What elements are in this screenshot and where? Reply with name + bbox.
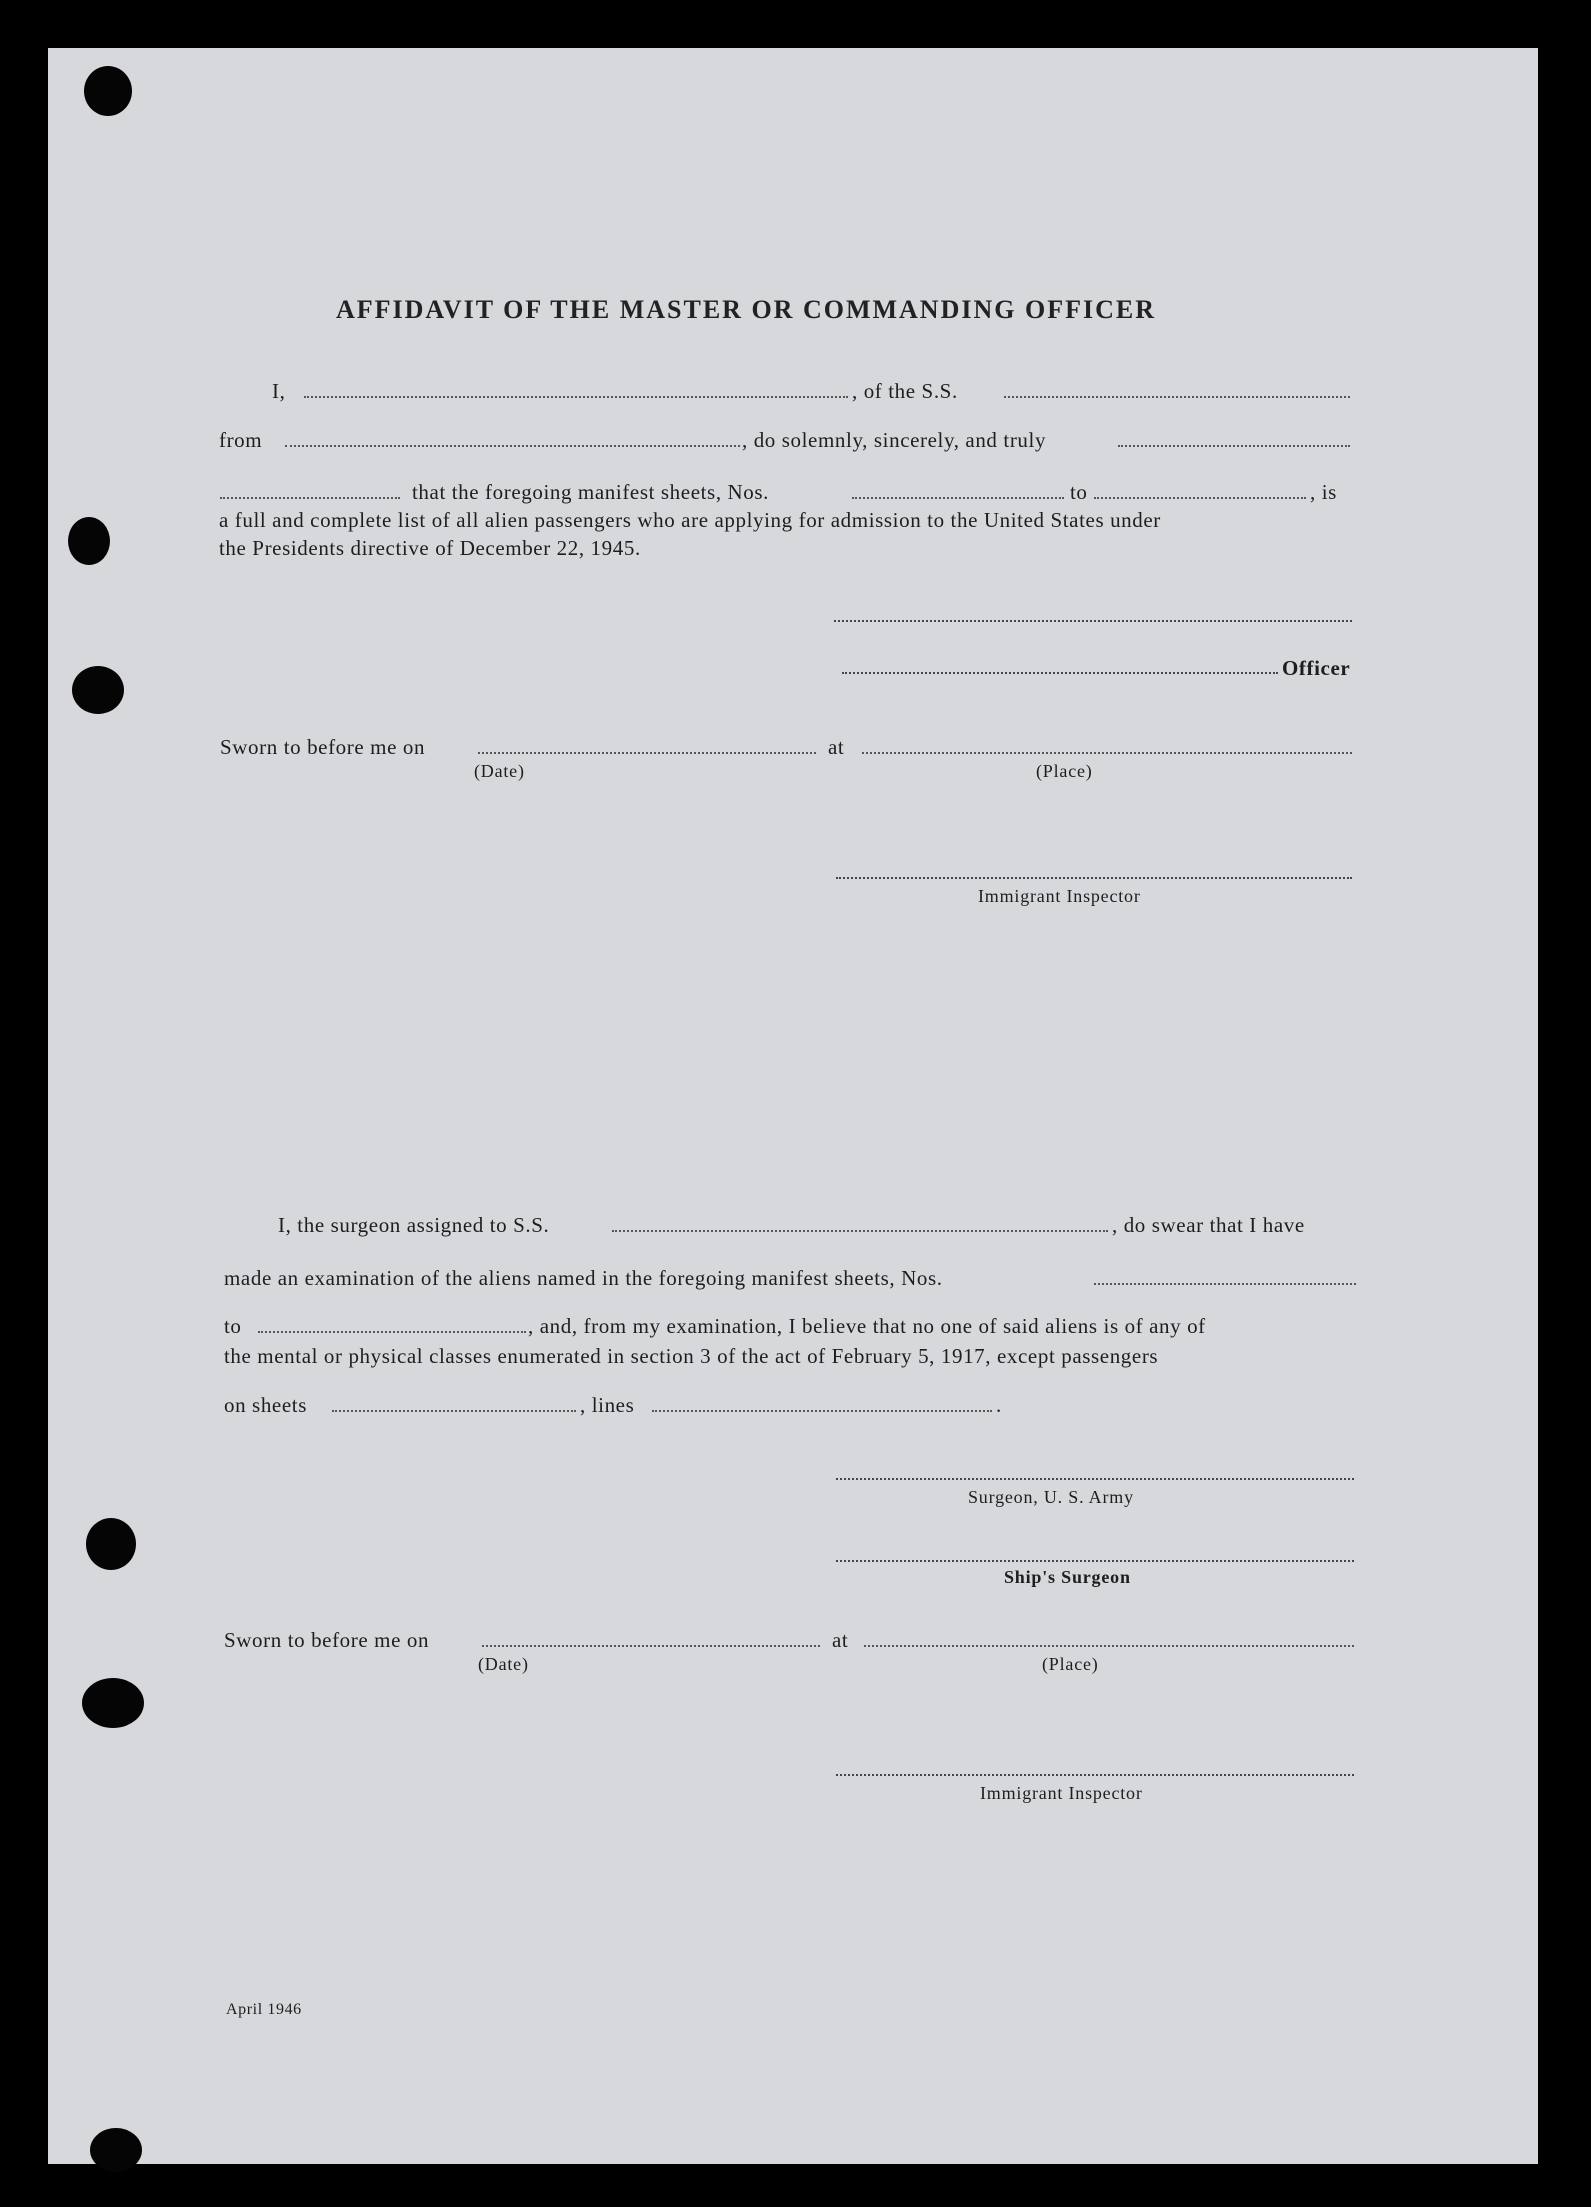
surgeon-to-label: to — [224, 1314, 242, 1338]
form-title: AFFIDAVIT OF THE MASTER OR COMMANDING OFFICER — [336, 295, 1156, 324]
master-oath-field[interactable] — [1118, 445, 1350, 447]
master-sworn-label: Sworn to before me on — [220, 735, 426, 759]
surgeon-sheet-to-field[interactable] — [258, 1331, 526, 1333]
surgeon-classes-line: the mental or physical classes enumerated in section 3 of the act of February 5, 1917, except passengers — [224, 1344, 1159, 1368]
surgeon-except-lines-field[interactable] — [652, 1410, 992, 1412]
surgeon-sworn-place-field[interactable] — [864, 1645, 1354, 1647]
surgeon-sheets-label: on sheets — [224, 1393, 307, 1417]
surgeon-inspector-signature-line[interactable] — [836, 1774, 1354, 1776]
surgeon-swear-label: , do swear that I have — [1112, 1213, 1305, 1237]
master-name-field[interactable] — [304, 396, 848, 398]
officer-label: Officer — [1282, 656, 1351, 680]
master-is-label: , is — [1310, 480, 1337, 504]
army-surgeon-signature-line[interactable] — [836, 1478, 1354, 1480]
master-solemnly-label: , do solemnly, sincerely, and truly — [742, 428, 1047, 452]
form-date-footer: April 1946 — [226, 2001, 302, 2018]
master-oath-word-field[interactable] — [220, 497, 400, 499]
surgeon-sheet-from-field[interactable] — [1094, 1283, 1356, 1285]
master-date-caption: (Date) — [474, 761, 525, 781]
surgeon-belief-line: , and, from my examination, I believe that no one of said aliens is of any of — [528, 1314, 1206, 1338]
surgeon-intro-label: I, the surgeon assigned to S.S. — [278, 1213, 550, 1237]
army-surgeon-label: Surgeon, U. S. Army — [968, 1487, 1134, 1507]
punch-hole — [68, 517, 110, 565]
punch-hole — [82, 1678, 144, 1728]
surgeon-except-sheets-field[interactable] — [332, 1410, 576, 1412]
ship-surgeon-signature-line[interactable] — [836, 1560, 1354, 1562]
master-ship-field[interactable] — [1004, 396, 1350, 398]
master-of-ss-label: , of the S.S. — [852, 379, 958, 403]
master-sheet-from-field[interactable] — [852, 497, 1064, 499]
ship-surgeon-label: Ship's Surgeon — [1004, 1567, 1131, 1587]
master-to-label: to — [1070, 480, 1088, 504]
master-sworn-date-field[interactable] — [478, 752, 816, 754]
punch-hole — [84, 66, 132, 116]
punch-hole — [90, 2128, 142, 2172]
surgeon-date-caption: (Date) — [478, 1654, 529, 1674]
surgeon-sworn-label: Sworn to before me on — [224, 1628, 430, 1652]
master-sworn-place-field[interactable] — [862, 752, 1352, 754]
surgeon-lines-label: , lines — [580, 1393, 635, 1417]
master-place-caption: (Place) — [1036, 761, 1093, 781]
master-directive-line: the Presidents directive of December 22, 1945. — [219, 536, 641, 560]
officer-signature-line[interactable] — [842, 672, 1278, 674]
master-signature-line[interactable] — [834, 620, 1352, 622]
punch-hole — [86, 1518, 136, 1570]
master-inspector-label: Immigrant Inspector — [978, 886, 1141, 906]
surgeon-sworn-date-field[interactable] — [482, 1645, 820, 1647]
master-inspector-signature-line[interactable] — [836, 877, 1352, 879]
master-foregoing-label: that the foregoing manifest sheets, Nos. — [412, 480, 770, 504]
punch-hole — [72, 666, 124, 714]
surgeon-inspector-label: Immigrant Inspector — [980, 1783, 1143, 1803]
surgeon-at-label: at — [832, 1628, 849, 1652]
master-at-label: at — [828, 735, 845, 759]
master-sheet-to-field[interactable] — [1094, 497, 1306, 499]
form-sheet — [48, 48, 1538, 2164]
surgeon-place-caption: (Place) — [1042, 1654, 1099, 1674]
master-from-field[interactable] — [285, 445, 740, 447]
master-from-label: from — [219, 428, 263, 452]
surgeon-lines-period: . — [996, 1393, 1002, 1417]
master-statement-line: a full and complete list of all alien passengers who are applying for admission to the United States under — [219, 508, 1161, 532]
surgeon-exam-line: made an examination of the aliens named in the foregoing manifest sheets, Nos. — [224, 1266, 943, 1290]
surgeon-ship-field[interactable] — [612, 1230, 1108, 1232]
master-i-label: I, — [272, 379, 286, 403]
